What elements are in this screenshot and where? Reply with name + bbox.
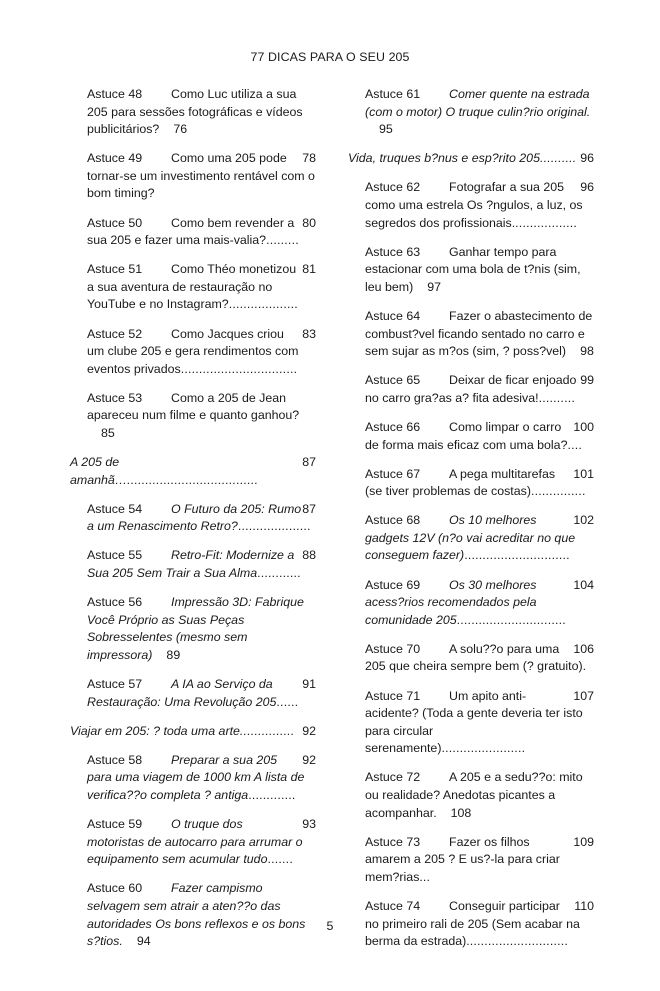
toc-entry[interactable] — [87, 501, 316, 536]
entry-title: Deixar de ficar enjoado no carro gra?as a? fita adesiva! — [365, 373, 577, 405]
entry-number: Astuce 48 — [87, 87, 143, 101]
entry-number: Astuce 50 — [87, 215, 143, 230]
entry-title: Os 30 melhores acess?rios recomendados pela comunidade 205 — [365, 577, 537, 627]
entry-page-number: 76 — [173, 122, 188, 137]
entry-number: Astuce 65 — [365, 373, 421, 388]
entry-page-number: 85 — [101, 426, 115, 440]
entry-title: A solu??o para uma 205 que cheira sempre bem (? gratuito) — [365, 641, 583, 674]
toc-entry[interactable] — [365, 179, 594, 232]
entry-title: Um apito anti-acidente? (Toda a gente deveria ter isto para circular serenamente) — [365, 688, 583, 756]
toc-entry[interactable] — [365, 512, 594, 565]
entry-page-number: 81 — [302, 262, 316, 277]
entry-title: Os 10 melhores gadgets 12V (n?o vai acreditar no que conseguem fazer) — [365, 513, 576, 563]
entry-title: A pega multitarefas (se tiver problemas de costas) — [365, 466, 556, 499]
leader-dots: ................. — [515, 215, 578, 230]
entry-number: Astuce 63 — [365, 244, 421, 259]
entry-title: Fotografar a sua 205 como uma estrela Os ?ngulos, a luz, os segredos dos profissionais. — [365, 180, 583, 230]
leader-dots: ........................... — [469, 934, 569, 949]
toc-right-column — [348, 86, 594, 962]
entry-number: Astuce 59 — [87, 817, 143, 832]
leader-dots: .................... — [237, 519, 311, 534]
entry-title: O truque dos motoristas de autocarro para arrumar o equipamento sem acumular tudo — [87, 817, 303, 867]
toc-entry[interactable] — [365, 86, 594, 139]
entry-page-number: 91 — [302, 677, 316, 692]
entry-page-number: 89 — [166, 647, 181, 662]
leader-dots: ......... — [266, 233, 299, 248]
entry-title: Fazer o abastecimento de combust?vel ficando sentado no carro e sem sujar as m?os (sim, ? poss?vel) — [365, 308, 593, 359]
toc-section-heading[interactable] — [348, 150, 594, 168]
entry-number: Astuce 73 — [365, 834, 421, 849]
entry-number: Astuce 51 — [87, 262, 143, 277]
toc-entry[interactable] — [87, 215, 316, 250]
entry-number: Astuce 72 — [365, 770, 421, 785]
section-title: A 205 de amanhã… — [70, 455, 128, 487]
entry-number: Astuce 55 — [87, 548, 143, 563]
entry-number: Astuce 54 — [87, 501, 143, 516]
entry-title: Como Jacques criou um clube 205 e gera rendimentos com eventos privados — [87, 326, 299, 376]
entry-title: Ganhar tempo para estacionar com uma bola de t?nis (sim, leu bem) — [365, 244, 581, 294]
entry-number: Astuce 68 — [365, 513, 421, 528]
leader-dots: ............ — [257, 566, 301, 581]
toc-entry[interactable] — [87, 390, 316, 443]
toc-entry[interactable] — [365, 372, 594, 407]
entry-number: Astuce 52 — [87, 326, 143, 341]
entry-page-number: 100 — [573, 419, 594, 434]
entry-page-number: 92 — [302, 752, 316, 767]
leader-dots: .................................... — [127, 472, 259, 487]
entry-title: A 205 e a sedu??o: mito ou realidade? Anedotas picantes a acompanhar. — [365, 770, 583, 820]
leader-dots: ............... — [239, 723, 295, 738]
entry-page-number: 106 — [573, 641, 594, 656]
toc-entry[interactable] — [87, 594, 316, 664]
toc-entry[interactable] — [365, 308, 594, 361]
entry-title: Como bem revender a sua 205 e fazer uma mais-valia? — [87, 215, 295, 248]
toc-entry[interactable] — [365, 419, 594, 454]
toc-entry[interactable] — [87, 547, 316, 582]
entry-page-number: 98 — [580, 344, 594, 359]
entry-page-number: 95 — [379, 122, 393, 137]
entry-page-number: 78 — [302, 151, 316, 166]
toc-entry[interactable] — [87, 86, 316, 139]
leader-dots: ....... — [267, 852, 293, 867]
entry-title: Comer quente na estrada (com o motor) O truque culin?rio original. — [365, 87, 591, 119]
toc-entry[interactable] — [87, 150, 316, 203]
entry-page-number: 109 — [573, 834, 594, 849]
leader-dots: .............................. — [456, 612, 566, 627]
toc-entry[interactable] — [365, 834, 594, 887]
toc-entry[interactable] — [365, 688, 594, 758]
toc-entry[interactable] — [365, 769, 594, 822]
entry-number: Astuce 62 — [365, 180, 421, 195]
entry-title: Conseguir participar no primeiro rali de 205 (Sem acabar na berma da estrada). — [365, 898, 580, 949]
leader-dots: .......... — [539, 151, 577, 166]
entry-page-number: 97 — [427, 279, 442, 294]
entry-title: Como a 205 de Jean apareceu num filme e quanto ganhou? — [87, 390, 300, 423]
toc-left-column — [70, 86, 316, 962]
entry-page-number: 88 — [302, 548, 316, 563]
entry-page-number: 110 — [574, 898, 594, 913]
toc-entry[interactable] — [87, 326, 316, 379]
entry-page-number: 102 — [573, 513, 594, 528]
entry-title: Como limpar o carro de forma mais eficaz com uma bola? — [365, 419, 568, 452]
entry-page-number: 104 — [573, 577, 594, 592]
entry-page-number: 83 — [302, 326, 316, 341]
leader-dots: .. — [422, 869, 431, 884]
entry-page-number: 94 — [136, 934, 151, 949]
entry-number: Astuce 49 — [87, 151, 143, 166]
toc-section-heading[interactable] — [70, 723, 316, 741]
entry-number: Astuce 74 — [365, 898, 421, 913]
leader-dots: ...... — [276, 694, 299, 709]
entry-title: A IA ao Serviço da Restauração: Uma Revolução 205 — [87, 677, 277, 709]
entry-number: Astuce 69 — [365, 577, 421, 592]
leader-dots: ....................... — [441, 741, 526, 756]
toc-entry[interactable] — [365, 577, 594, 630]
entry-page-number: 101 — [573, 466, 594, 481]
entry-page-number: 87 — [302, 501, 316, 516]
leader-dots: ............... — [530, 484, 586, 499]
entry-number: Astuce 56 — [87, 595, 143, 610]
entry-page-number: 80 — [302, 215, 316, 230]
section-title: Viajar em 205: ? toda uma arte — [70, 723, 240, 738]
entry-title: Impressão 3D: Fabrique Você Próprio as Suas Peças Sobresselentes (mesmo sem impressora) — [87, 595, 304, 662]
section-page-number: 92 — [302, 723, 316, 738]
entry-title: Como Luc utiliza a sua 205 para sessões fotográficas e vídeos publicitários? — [87, 87, 303, 137]
toc-entry[interactable] — [87, 676, 316, 711]
toc-entry[interactable] — [365, 244, 594, 297]
entry-number: Astuce 71 — [365, 688, 421, 703]
leader-dots: ............................. — [464, 548, 570, 563]
entry-number: Astuce 60 — [87, 881, 143, 896]
section-title: Vida, truques b?nus e esp?rito 205 — [348, 151, 540, 166]
entry-number: Astuce 53 — [87, 390, 143, 405]
leader-dots: ................................ — [180, 361, 298, 376]
entry-page-number: 96 — [580, 180, 594, 195]
entry-title: Retro-Fit: Modernize a Sua 205 Sem Trair a Sua Alma — [87, 548, 295, 581]
running-header: 77 DICAS PARA O SEU 205 — [250, 50, 410, 64]
entry-number: Astuce 64 — [365, 308, 421, 323]
entry-title: O Futuro da 205: Rumo a um Renascimento Retro? — [87, 501, 302, 534]
toc-section-heading[interactable] — [70, 454, 316, 489]
entry-title: Fazer campismo selvagem sem atrair a aten??o das autoridades Os bons reflexos e os bons s?tios. — [87, 881, 306, 949]
toc-entry[interactable] — [87, 752, 316, 805]
toc-entry[interactable] — [87, 880, 316, 950]
entry-number: Astuce 57 — [87, 677, 143, 692]
leader-dots: .... — [567, 437, 583, 452]
section-page-number: 96 — [580, 151, 594, 166]
entry-number: Astuce 61 — [365, 87, 421, 101]
entry-title: Preparar a sua 205 para uma viagem de 1000 km A lista de verifica??o completa ? antiga — [87, 752, 305, 802]
entry-number: Astuce 58 — [87, 752, 143, 767]
leader-dots: ................... — [228, 297, 298, 312]
section-page-number: 87 — [302, 455, 316, 470]
toc-entry[interactable] — [87, 261, 316, 314]
leader-dots: . — [582, 659, 587, 674]
toc-entry[interactable] — [365, 466, 594, 501]
page-number: 5 — [326, 919, 334, 933]
entry-title: Como Théo monetizou a sua aventura de restauração no YouTube e no Instagram? — [87, 262, 297, 312]
entry-number: Astuce 70 — [365, 641, 421, 656]
entry-page-number: 108 — [450, 805, 472, 820]
leader-dots: .......... — [538, 390, 576, 405]
entry-title: Como uma 205 pode tornar-se um investimento rentável com o bom timing? — [87, 151, 315, 201]
toc-entry[interactable] — [365, 641, 594, 676]
entry-page-number: 99 — [580, 373, 594, 388]
leader-dots: ............. — [248, 788, 296, 802]
entry-title: Fazer os filhos amarem a 205 ? E us?-la para criar mem?rias. — [365, 834, 560, 884]
entry-number: Astuce 66 — [365, 419, 421, 434]
entry-number: Astuce 67 — [365, 466, 421, 481]
toc-entry[interactable] — [87, 816, 316, 869]
entry-page-number: 107 — [573, 688, 594, 703]
entry-page-number: 93 — [302, 817, 316, 832]
